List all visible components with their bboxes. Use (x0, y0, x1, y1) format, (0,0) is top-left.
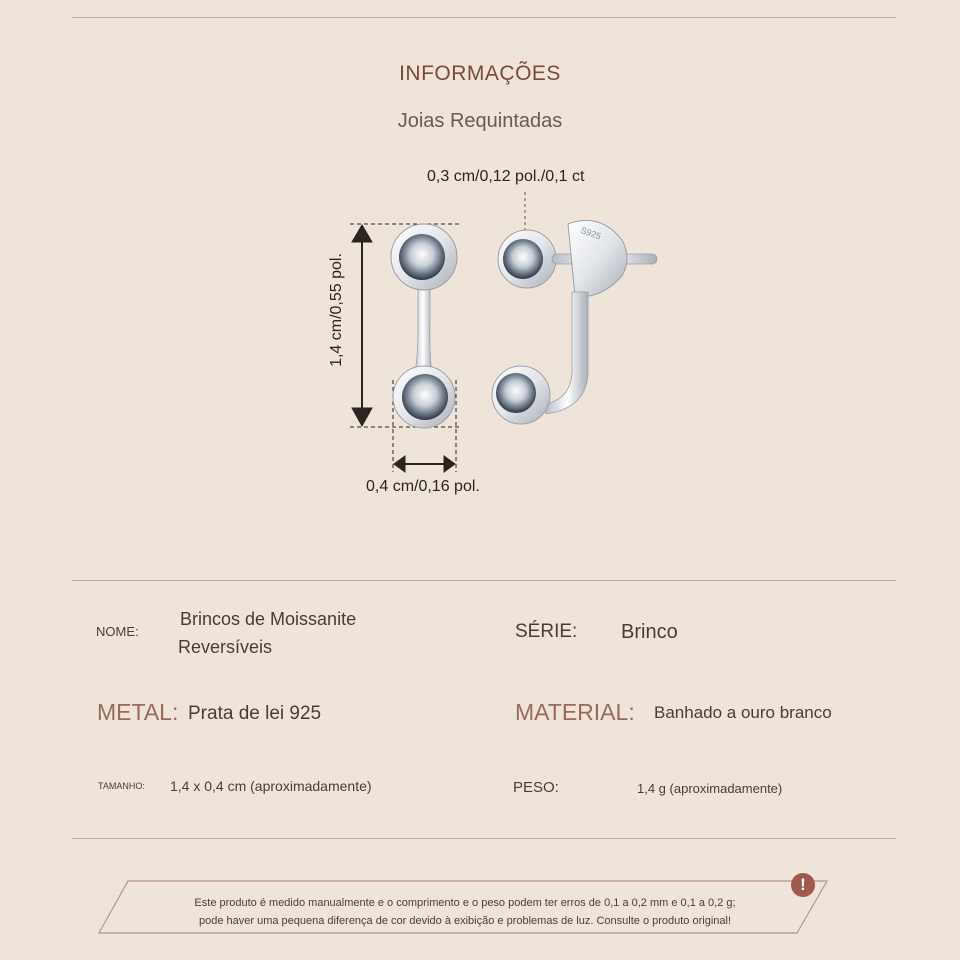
silver-stamp: S925 (579, 224, 603, 242)
left-earring (391, 224, 457, 428)
notice-line1: Este produto é medido manualmente e o comprimento e o peso podem ter erros de 0,1 a 0,2 mm e 0,1 a 0,2 g; (194, 897, 736, 909)
name-value-line2: Reversíveis (178, 637, 273, 657)
stone-size-label: 0,3 cm/0,12 pol./0,1 ct (427, 168, 585, 185)
middle-divider (72, 580, 896, 581)
height-dimension-label: 1,4 cm/0,55 pol. (328, 253, 345, 367)
size-label: TAMANHO: (98, 781, 145, 791)
name-value-line1: Brincos de Moissanite (180, 609, 357, 629)
page-title: INFORMAÇÕES (399, 62, 561, 85)
material-value: Banhado a ouro branco (654, 703, 832, 722)
right-earring (492, 220, 657, 424)
width-dimension-label: 0,4 cm/0,16 pol. (366, 478, 480, 495)
bottom-divider (72, 838, 896, 839)
metal-label: METAL: (97, 699, 179, 725)
notice-text (120, 894, 810, 930)
notice-line2: pode haver uma pequena diferença de cor devido à exibição e problemas de luz. Consulte o produto original! (198, 915, 731, 927)
exclamation-icon: ! (791, 873, 815, 897)
series-label: SÉRIE: (515, 621, 578, 642)
page-subtitle: Joias Requintadas (397, 110, 563, 132)
name-label: NOME: (96, 624, 139, 639)
series-value: Brinco (621, 621, 678, 643)
material-label: MATERIAL: (515, 699, 635, 725)
metal-value: Prata de lei 925 (188, 703, 322, 724)
weight-label: PESO: (513, 779, 559, 796)
size-value: 1,4 x 0,4 cm (aproximadamente) (170, 778, 372, 794)
weight-value: 1,4 g (aproximadamente) (637, 781, 783, 796)
